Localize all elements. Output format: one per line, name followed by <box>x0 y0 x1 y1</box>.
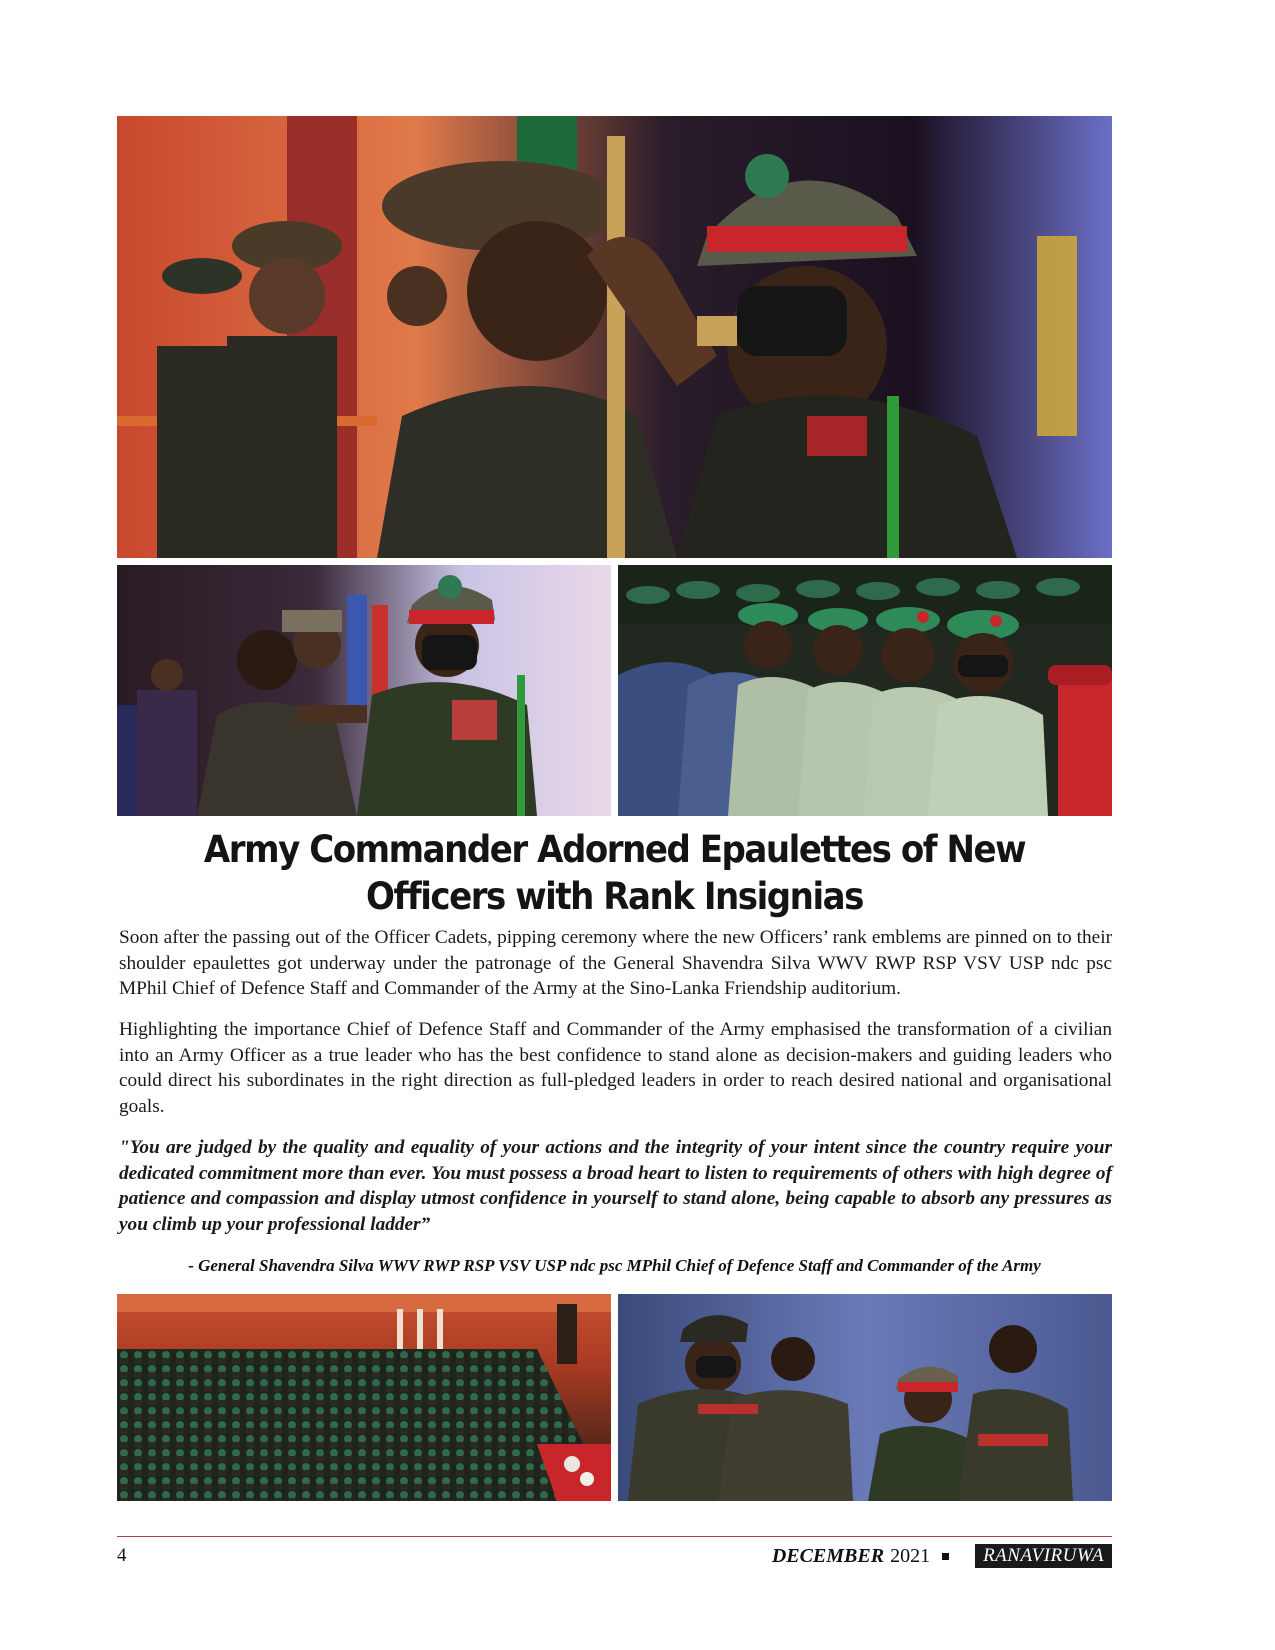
publication-name: RANAVIRUWA <box>975 1544 1112 1568</box>
footer-rule <box>117 1536 1112 1537</box>
article-paragraph-1: Soon after the passing out of the Officer Cadets, pipping ceremony where the new Officers’ rank emblems are pinned on to their shoulder epaulettes got underway under the patronage of the General Shavendra Silva WWV RWP RSP VSV USP ndc psc MPhil Chief of Defence Staff and Commander of the Army at the Sino-Lanka Friendship auditorium. <box>119 927 1112 999</box>
article-quote: "You are judged by the quality and equality of your actions and the integrity of your intent since the country require your dedicated commitment more than ever. You must possess a broad heart to listen to requirements of others with high degree of patience and compassion and display utmost confidence in yourself to stand alone, being capable to absorb any pressures as you climb up your professional ladder” <box>119 1137 1112 1235</box>
photo-pipping-pairs <box>618 1294 1112 1501</box>
footer-month: DECEMBER <box>771 1544 885 1567</box>
article-paragraph-2: Highlighting the importance Chief of Defence Staff and Commander of the Army emphasised the transformation of a civilian into an Army Officer as a true leader who has the best confidence to stand alone as decision-makers and guiding leaders who could direct his subordinates in the right direction as full-pledged leaders in order to reach desired national and organisational goals. <box>119 1019 1112 1117</box>
square-bullet-icon <box>942 1553 949 1560</box>
page-number: 4 <box>117 1545 127 1566</box>
footer-year: 2021 <box>890 1544 931 1567</box>
quote-attribution: - General Shavendra Silva WWV RWP RSP VSV USP ndc psc MPhil Chief of Defence Staff and Commander of the Army <box>188 1256 1041 1275</box>
article-headline: Army Commander Adorned Epaulettes of New Officers with Rank Insignias <box>203 828 1026 918</box>
photo-pipping-female-officer <box>117 565 611 816</box>
footer-masthead <box>772 1544 1112 1568</box>
photo-beret-ceremony <box>117 116 1112 558</box>
photo-auditorium <box>117 1294 611 1501</box>
photo-seated-officers <box>618 565 1112 816</box>
